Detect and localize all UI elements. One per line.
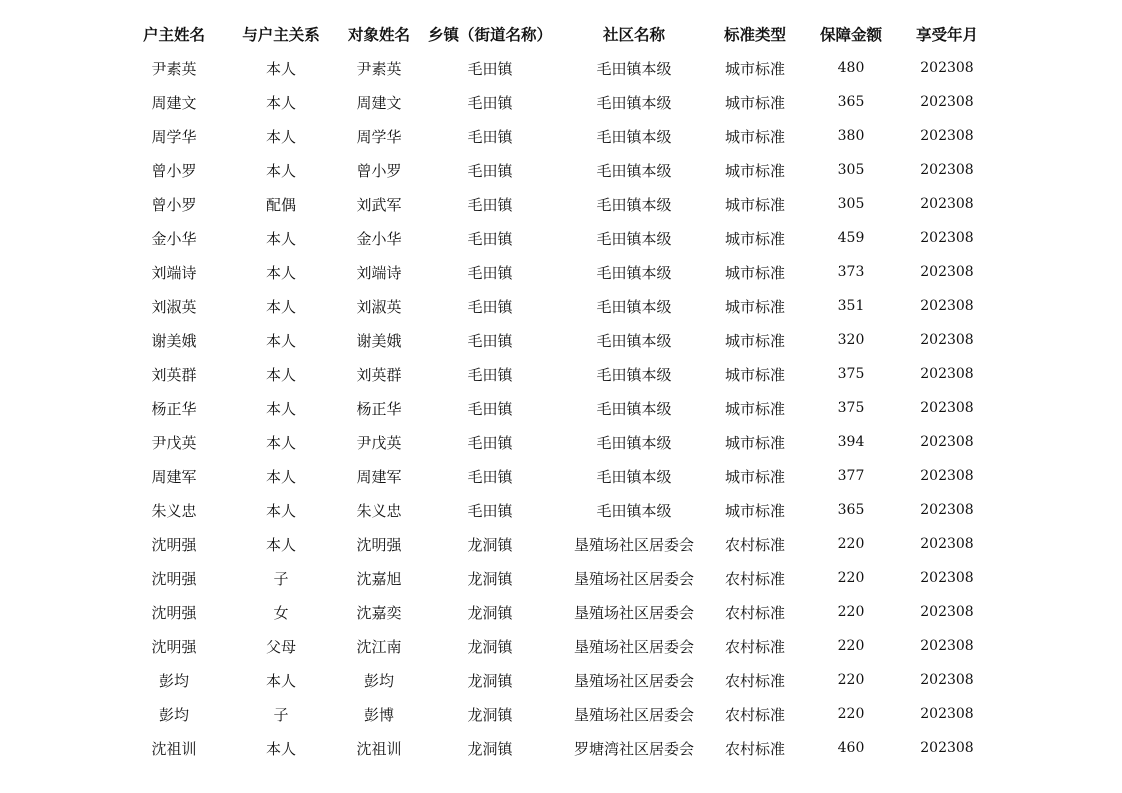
cell-amount: 375: [837, 400, 865, 416]
cell-month: 202308: [920, 332, 974, 348]
cell-community: 毛田镇本级: [596, 127, 672, 146]
table-row: [125, 595, 995, 629]
cell-household-head: 谢美娥: [151, 331, 197, 350]
header-community: 社区名称: [602, 26, 665, 44]
cell-relation: 本人: [265, 671, 296, 690]
header-recipient-name: 对象姓名: [347, 26, 410, 44]
cell-recipient-name: 周建文: [356, 93, 402, 112]
cell-recipient-name: 沈祖训: [356, 739, 402, 758]
table-row: [125, 391, 995, 425]
cell-month: 202308: [920, 468, 974, 484]
header-relation: 与户主关系: [242, 26, 320, 44]
header-standard-type: 标准类型: [723, 26, 786, 44]
cell-township: 龙洞镇: [467, 569, 513, 588]
cell-household-head: 刘淑英: [151, 297, 197, 316]
cell-month: 202308: [920, 740, 974, 756]
header-household-head: 户主姓名: [142, 26, 205, 44]
cell-relation: 本人: [265, 331, 296, 350]
cell-community: 毛田镇本级: [596, 297, 672, 316]
table-row: [125, 153, 995, 187]
cell-community: 毛田镇本级: [596, 195, 672, 214]
cell-relation: 父母: [265, 637, 296, 656]
table-row: [125, 187, 995, 221]
cell-month: 202308: [920, 230, 974, 246]
cell-month: 202308: [920, 570, 974, 586]
cell-household-head: 朱义忠: [151, 501, 197, 520]
cell-community: 垦殖场社区居委会: [573, 535, 694, 554]
cell-household-head: 周建军: [151, 467, 197, 486]
cell-household-head: 沈明强: [151, 535, 197, 554]
cell-month: 202308: [920, 60, 974, 76]
cell-relation: 本人: [265, 127, 296, 146]
cell-household-head: 沈祖训: [151, 739, 197, 758]
cell-recipient-name: 尹素英: [356, 59, 402, 78]
cell-month: 202308: [920, 94, 974, 110]
cell-relation: 本人: [265, 467, 296, 486]
cell-township: 毛田镇: [467, 399, 513, 418]
cell-amount: 220: [837, 536, 865, 552]
table-row: [125, 289, 995, 323]
cell-community: 垦殖场社区居委会: [573, 603, 694, 622]
cell-standard-type: 城市标准: [724, 161, 785, 180]
cell-relation: 本人: [265, 263, 296, 282]
cell-amount: 305: [837, 162, 865, 178]
cell-relation: 子: [273, 569, 289, 588]
cell-recipient-name: 杨正华: [356, 399, 402, 418]
cell-standard-type: 农村标准: [724, 739, 785, 758]
cell-recipient-name: 沈江南: [356, 637, 402, 656]
table-row: [125, 561, 995, 595]
cell-township: 龙洞镇: [467, 705, 513, 724]
cell-household-head: 刘端诗: [151, 263, 197, 282]
cell-community: 罗塘湾社区居委会: [573, 739, 694, 758]
cell-month: 202308: [920, 502, 974, 518]
cell-household-head: 彭均: [158, 671, 189, 690]
cell-recipient-name: 朱义忠: [356, 501, 402, 520]
cell-recipient-name: 沈嘉旭: [356, 569, 402, 588]
cell-township: 毛田镇: [467, 229, 513, 248]
cell-recipient-name: 沈嘉奕: [356, 603, 402, 622]
cell-household-head: 周建文: [151, 93, 197, 112]
cell-community: 毛田镇本级: [596, 161, 672, 180]
cell-township: 龙洞镇: [467, 535, 513, 554]
cell-relation: 本人: [265, 229, 296, 248]
cell-community: 毛田镇本级: [596, 331, 672, 350]
cell-recipient-name: 刘武军: [356, 195, 402, 214]
cell-community: 垦殖场社区居委会: [573, 637, 694, 656]
cell-month: 202308: [920, 298, 974, 314]
cell-community: 毛田镇本级: [596, 501, 672, 520]
cell-relation: 本人: [265, 297, 296, 316]
cell-amount: 365: [837, 502, 865, 518]
cell-standard-type: 城市标准: [724, 331, 785, 350]
cell-relation: 本人: [265, 59, 296, 78]
cell-amount: 375: [837, 366, 865, 382]
cell-month: 202308: [920, 638, 974, 654]
cell-household-head: 沈明强: [151, 603, 197, 622]
cell-township: 毛田镇: [467, 93, 513, 112]
cell-recipient-name: 彭博: [363, 705, 394, 724]
cell-relation: 本人: [265, 433, 296, 452]
cell-standard-type: 城市标准: [724, 467, 785, 486]
cell-recipient-name: 刘淑英: [356, 297, 402, 316]
table-header-row: [125, 17, 995, 51]
cell-household-head: 沈明强: [151, 637, 197, 656]
cell-standard-type: 农村标准: [724, 637, 785, 656]
cell-amount: 220: [837, 570, 865, 586]
cell-recipient-name: 金小华: [356, 229, 402, 248]
allowance-table: [125, 17, 995, 765]
cell-household-head: 周学华: [151, 127, 197, 146]
cell-township: 龙洞镇: [467, 637, 513, 656]
cell-community: 毛田镇本级: [596, 365, 672, 384]
cell-relation: 配偶: [265, 195, 296, 214]
table-row: [125, 493, 995, 527]
table-row: [125, 697, 995, 731]
cell-standard-type: 城市标准: [724, 195, 785, 214]
table-row: [125, 119, 995, 153]
cell-amount: 373: [837, 264, 865, 280]
cell-standard-type: 农村标准: [724, 603, 785, 622]
cell-community: 毛田镇本级: [596, 467, 672, 486]
cell-recipient-name: 曾小罗: [356, 161, 402, 180]
cell-amount: 377: [837, 468, 865, 484]
table-row: [125, 85, 995, 119]
cell-standard-type: 城市标准: [724, 59, 785, 78]
cell-standard-type: 城市标准: [724, 127, 785, 146]
cell-recipient-name: 刘英群: [356, 365, 402, 384]
cell-amount: 480: [837, 60, 865, 76]
cell-amount: 351: [837, 298, 865, 314]
cell-township: 龙洞镇: [467, 739, 513, 758]
cell-amount: 460: [837, 740, 865, 756]
table-row: [125, 357, 995, 391]
cell-month: 202308: [920, 434, 974, 450]
cell-township: 毛田镇: [467, 331, 513, 350]
cell-amount: 365: [837, 94, 865, 110]
cell-relation: 本人: [265, 501, 296, 520]
table-row: [125, 629, 995, 663]
table-row: [125, 221, 995, 255]
table-row: [125, 323, 995, 357]
cell-month: 202308: [920, 128, 974, 144]
cell-household-head: 尹素英: [151, 59, 197, 78]
cell-standard-type: 城市标准: [724, 433, 785, 452]
cell-community: 毛田镇本级: [596, 93, 672, 112]
cell-township: 毛田镇: [467, 195, 513, 214]
table-body: [125, 51, 995, 765]
cell-standard-type: 农村标准: [724, 671, 785, 690]
cell-township: 毛田镇: [467, 161, 513, 180]
cell-recipient-name: 周建军: [356, 467, 402, 486]
cell-relation: 本人: [265, 365, 296, 384]
cell-standard-type: 城市标准: [724, 501, 785, 520]
cell-household-head: 沈明强: [151, 569, 197, 588]
cell-recipient-name: 刘端诗: [356, 263, 402, 282]
table-row: [125, 731, 995, 765]
table-row: [125, 425, 995, 459]
cell-relation: 本人: [265, 399, 296, 418]
cell-township: 龙洞镇: [467, 603, 513, 622]
table-row: [125, 527, 995, 561]
cell-household-head: 彭均: [158, 705, 189, 724]
cell-township: 龙洞镇: [467, 671, 513, 690]
cell-month: 202308: [920, 706, 974, 722]
cell-township: 毛田镇: [467, 127, 513, 146]
cell-township: 毛田镇: [467, 365, 513, 384]
cell-community: 垦殖场社区居委会: [573, 569, 694, 588]
cell-month: 202308: [920, 196, 974, 212]
cell-household-head: 曾小罗: [151, 195, 197, 214]
cell-amount: 320: [837, 332, 865, 348]
cell-standard-type: 城市标准: [724, 229, 785, 248]
cell-relation: 女: [273, 603, 289, 622]
cell-standard-type: 城市标准: [724, 263, 785, 282]
table-row: [125, 51, 995, 85]
cell-community: 毛田镇本级: [596, 229, 672, 248]
cell-amount: 380: [837, 128, 865, 144]
cell-amount: 394: [837, 434, 865, 450]
cell-township: 毛田镇: [467, 297, 513, 316]
table-row: [125, 663, 995, 697]
cell-relation: 本人: [265, 93, 296, 112]
cell-township: 毛田镇: [467, 59, 513, 78]
cell-month: 202308: [920, 400, 974, 416]
cell-month: 202308: [920, 366, 974, 382]
cell-household-head: 尹戊英: [151, 433, 197, 452]
table-row: [125, 459, 995, 493]
cell-recipient-name: 谢美娥: [356, 331, 402, 350]
cell-community: 垦殖场社区居委会: [573, 671, 694, 690]
cell-amount: 220: [837, 638, 865, 654]
cell-relation: 本人: [265, 535, 296, 554]
cell-month: 202308: [920, 536, 974, 552]
cell-township: 毛田镇: [467, 433, 513, 452]
cell-standard-type: 城市标准: [724, 399, 785, 418]
cell-recipient-name: 尹戊英: [356, 433, 402, 452]
cell-standard-type: 农村标准: [724, 705, 785, 724]
cell-community: 毛田镇本级: [596, 433, 672, 452]
cell-standard-type: 城市标准: [724, 297, 785, 316]
cell-recipient-name: 周学华: [356, 127, 402, 146]
cell-month: 202308: [920, 162, 974, 178]
cell-amount: 220: [837, 706, 865, 722]
cell-township: 毛田镇: [467, 263, 513, 282]
cell-household-head: 杨正华: [151, 399, 197, 418]
cell-month: 202308: [920, 264, 974, 280]
cell-standard-type: 城市标准: [724, 93, 785, 112]
cell-relation: 本人: [265, 161, 296, 180]
header-month: 享受年月: [915, 26, 978, 44]
cell-recipient-name: 彭均: [363, 671, 394, 690]
cell-relation: 本人: [265, 739, 296, 758]
cell-community: 毛田镇本级: [596, 399, 672, 418]
cell-recipient-name: 沈明强: [356, 535, 402, 554]
cell-township: 毛田镇: [467, 467, 513, 486]
cell-month: 202308: [920, 672, 974, 688]
cell-community: 垦殖场社区居委会: [573, 705, 694, 724]
cell-community: 毛田镇本级: [596, 263, 672, 282]
cell-amount: 220: [837, 672, 865, 688]
cell-standard-type: 农村标准: [724, 535, 785, 554]
cell-amount: 305: [837, 196, 865, 212]
cell-month: 202308: [920, 604, 974, 620]
header-amount: 保障金额: [819, 26, 882, 44]
cell-township: 毛田镇: [467, 501, 513, 520]
table-row: [125, 255, 995, 289]
cell-household-head: 曾小罗: [151, 161, 197, 180]
cell-standard-type: 城市标准: [724, 365, 785, 384]
cell-community: 毛田镇本级: [596, 59, 672, 78]
cell-amount: 220: [837, 604, 865, 620]
cell-household-head: 刘英群: [151, 365, 197, 384]
cell-amount: 459: [837, 230, 865, 246]
cell-household-head: 金小华: [151, 229, 197, 248]
cell-relation: 子: [273, 705, 289, 724]
cell-standard-type: 农村标准: [724, 569, 785, 588]
header-township: 乡镇（街道名称）: [427, 26, 552, 44]
